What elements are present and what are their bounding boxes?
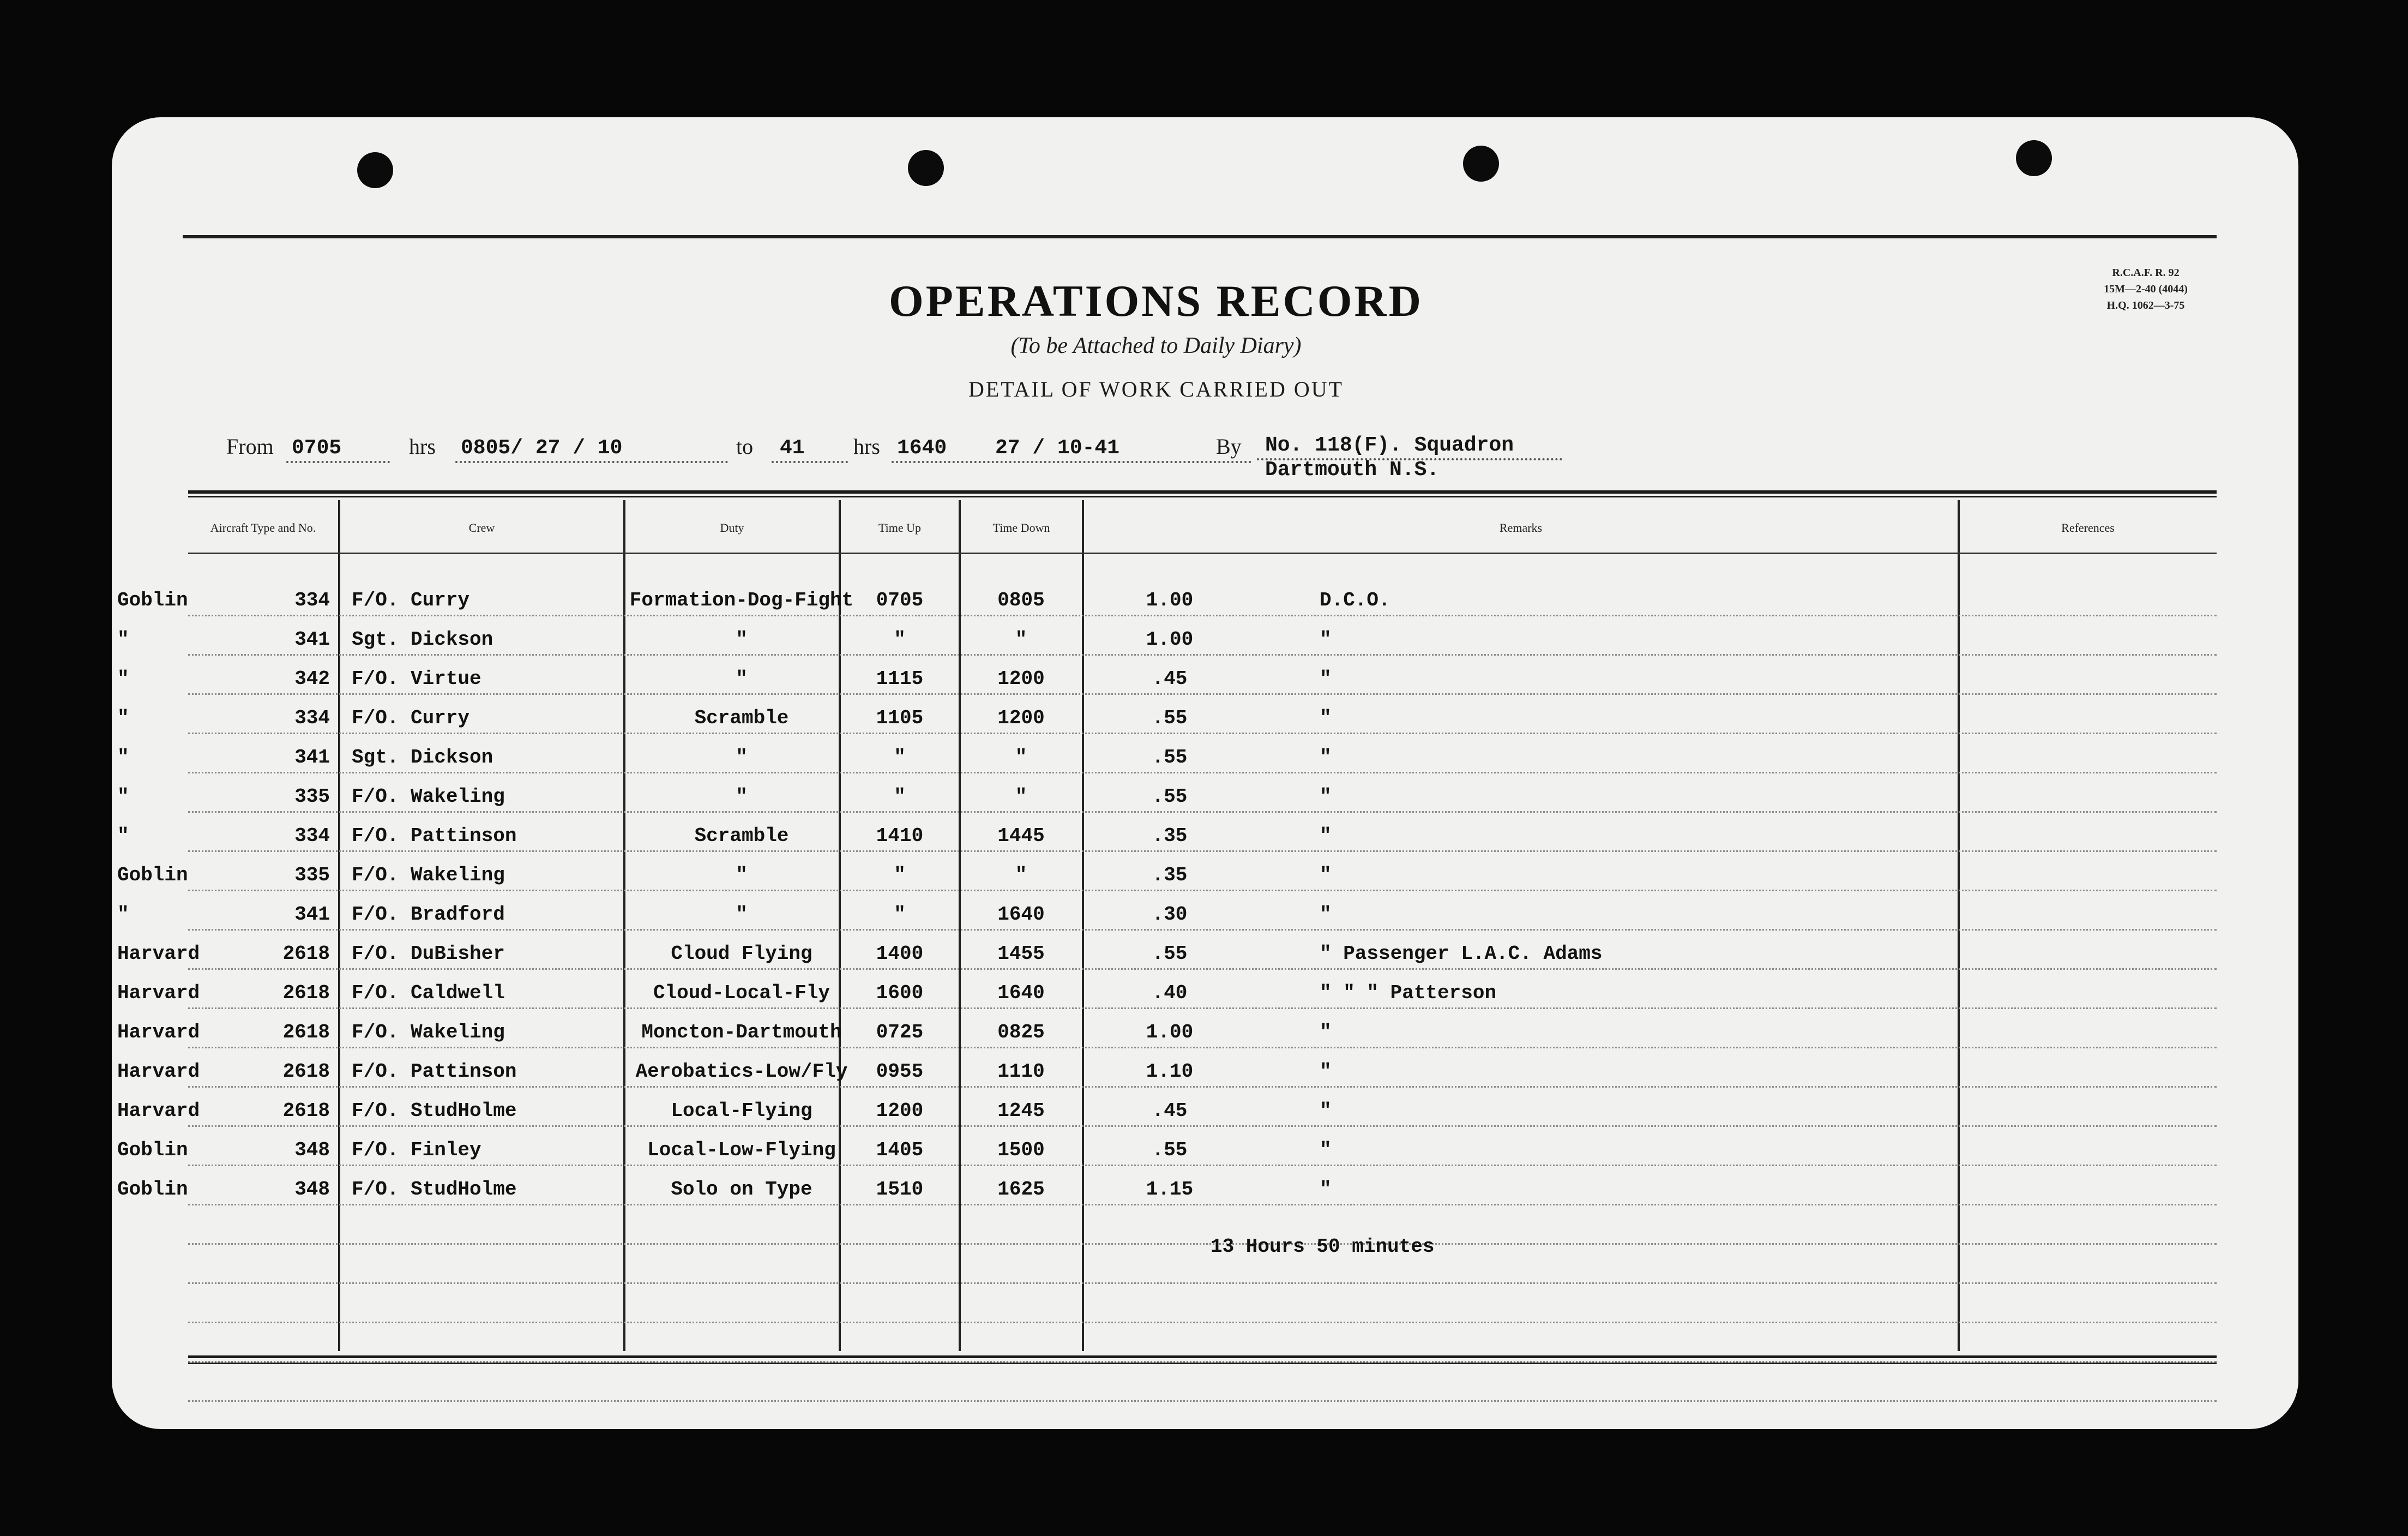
cell-crew: F/O. Bradford — [352, 903, 505, 926]
cell-type: Harvard — [117, 1060, 200, 1083]
cell-down: 1640 — [997, 982, 1045, 1004]
cell-crew: F/O. StudHolme — [352, 1100, 517, 1122]
col-time-up: Time Up — [878, 521, 922, 535]
cell-hours: .55 — [1152, 943, 1188, 965]
cell-remark: " — [1320, 864, 1332, 886]
cell-no: 341 — [294, 628, 330, 651]
ruled-line — [188, 1165, 2217, 1166]
top-rule — [183, 235, 2217, 238]
cell-no: 334 — [294, 707, 330, 729]
cell-type: Harvard — [117, 1100, 200, 1122]
from-date-value: 0805/ 27 / 10 — [461, 436, 623, 460]
ruled-line — [188, 654, 2217, 656]
detail-heading: DETAIL OF WORK CARRIED OUT — [968, 377, 1344, 401]
cell-no: 334 — [294, 825, 330, 847]
cell-type: Harvard — [117, 982, 200, 1004]
cell-duty: Scramble — [694, 825, 789, 847]
table-bottom-rule-2 — [188, 1363, 2217, 1364]
cell-no: 341 — [294, 746, 330, 769]
cell-remark: " — [1320, 746, 1332, 769]
cell-type: Goblin — [117, 1139, 188, 1161]
cell-remark: " — [1320, 707, 1332, 729]
cell-no: 2618 — [282, 1060, 330, 1083]
col-references: References — [2061, 521, 2115, 535]
cell-crew: F/O. StudHolme — [352, 1178, 517, 1201]
cell-up: " — [894, 628, 906, 651]
ruled-line — [188, 1047, 2217, 1048]
cell-down: 1245 — [997, 1100, 1045, 1122]
cell-up: 1400 — [876, 943, 924, 965]
cell-up: 1600 — [876, 982, 924, 1004]
col-divider — [623, 500, 625, 1351]
cell-type: " — [117, 785, 129, 808]
ruled-line — [188, 968, 2217, 970]
cell-hours: .55 — [1152, 707, 1188, 729]
from-hrs-value: 0705 — [292, 436, 342, 460]
page-title: OPERATIONS RECORD — [889, 276, 1423, 326]
cell-remark: " — [1320, 903, 1332, 926]
cell-down: 0825 — [997, 1021, 1045, 1043]
header-underline — [188, 553, 2217, 554]
ruled-line — [188, 1125, 2217, 1127]
col-divider — [1082, 500, 1084, 1351]
cell-hours: .45 — [1152, 1100, 1188, 1122]
cell-no: 335 — [294, 785, 330, 808]
cell-type: Goblin — [117, 589, 188, 611]
cell-type: " — [117, 903, 129, 926]
hrs-label-2: hrs — [853, 434, 880, 459]
cell-remark: " — [1320, 1100, 1332, 1122]
cell-down: 1200 — [997, 668, 1045, 690]
cell-crew: F/O. Wakeling — [352, 785, 505, 808]
col-crew: Crew — [468, 521, 495, 535]
to-date-value: 27 / 10-41 — [995, 436, 1120, 460]
cell-no: 348 — [294, 1178, 330, 1201]
cell-remark: " " " Patterson — [1320, 982, 1497, 1004]
cell-remark: " — [1320, 785, 1332, 808]
cell-remark: " — [1320, 628, 1332, 651]
cell-up: 1115 — [876, 668, 924, 690]
cell-type: " — [117, 707, 129, 729]
col-duty: Duty — [720, 521, 744, 535]
record-sheet — [112, 117, 2298, 1429]
cell-up: 0725 — [876, 1021, 924, 1043]
cell-hours: .55 — [1152, 785, 1188, 808]
cell-hours: .35 — [1152, 825, 1188, 847]
cell-up: 0705 — [876, 589, 924, 611]
cell-crew: F/O. Virtue — [352, 668, 481, 690]
punch-hole — [908, 150, 944, 186]
cell-crew: F/O. Wakeling — [352, 1021, 505, 1043]
col-divider — [1958, 500, 1960, 1351]
col-divider — [338, 500, 340, 1351]
cell-crew: F/O. Pattinson — [352, 825, 517, 847]
page-subtitle: (To be Attached to Daily Diary) — [1010, 333, 1302, 358]
cell-type: " — [117, 825, 129, 847]
punch-hole — [2016, 140, 2052, 176]
cell-duty: " — [736, 628, 748, 651]
cell-remark: D.C.O. — [1320, 589, 1390, 611]
cell-duty: " — [736, 746, 748, 769]
col-time-down: Time Down — [992, 521, 1050, 535]
cell-type: " — [117, 628, 129, 651]
cell-type: Goblin — [117, 1178, 188, 1201]
form-code-line: R.C.A.F. R. 92 — [2112, 267, 2180, 279]
by-location-value: Dartmouth N.S. — [1265, 458, 1440, 482]
cell-duty: Cloud-Local-Fly — [653, 982, 830, 1004]
cell-remark: " Passenger L.A.C. Adams — [1320, 943, 1603, 965]
cell-no: 334 — [294, 589, 330, 611]
punch-hole — [357, 152, 393, 188]
cell-up: " — [894, 785, 906, 808]
cell-remark: " — [1320, 668, 1332, 690]
cell-no: 342 — [294, 668, 330, 690]
cell-down: " — [1015, 628, 1027, 651]
cell-down: 1200 — [997, 707, 1045, 729]
col-remarks: Remarks — [1499, 521, 1543, 535]
ruled-line — [188, 929, 2217, 931]
table-top-rule — [188, 490, 2217, 494]
total-hours: 13 Hours 50 minutes — [1211, 1235, 1435, 1258]
cell-down: 1640 — [997, 903, 1045, 926]
cell-duty: Local-Flying — [671, 1100, 812, 1122]
cell-duty: " — [736, 785, 748, 808]
by-label: By — [1216, 434, 1242, 459]
cell-no: 2618 — [282, 1021, 330, 1043]
cell-no: 335 — [294, 864, 330, 886]
ruled-line — [188, 733, 2217, 734]
form-code-line: H.Q. 1062—3-75 — [2106, 299, 2185, 311]
cell-hours: .55 — [1152, 1139, 1188, 1161]
ruled-line — [188, 693, 2217, 695]
cell-duty: " — [736, 864, 748, 886]
ruled-line — [188, 1282, 2217, 1284]
cell-hours: .40 — [1152, 982, 1188, 1004]
col-aircraft: Aircraft Type and No. — [210, 521, 316, 535]
hrs-label: hrs — [409, 434, 436, 459]
cell-crew: Sgt. Dickson — [352, 628, 493, 651]
ruled-line — [188, 1243, 2217, 1245]
cell-duty: Scramble — [694, 707, 789, 729]
cell-hours: 1.00 — [1146, 1021, 1194, 1043]
ruled-line — [188, 1086, 2217, 1088]
table-bottom-rule — [188, 1355, 2217, 1358]
cell-down: 1625 — [997, 1178, 1045, 1201]
cell-down: 1455 — [997, 943, 1045, 965]
cell-hours: .30 — [1152, 903, 1188, 926]
ruled-line — [188, 811, 2217, 813]
col-divider — [839, 500, 841, 1351]
from-label: From — [226, 434, 274, 459]
cell-crew: F/O. Caldwell — [352, 982, 505, 1004]
cell-down: " — [1015, 785, 1027, 808]
ruled-line — [188, 1361, 2217, 1363]
cell-duty: Cloud Flying — [671, 943, 812, 965]
cell-up: 0955 — [876, 1060, 924, 1083]
cell-crew: Sgt. Dickson — [352, 746, 493, 769]
ruled-line — [188, 850, 2217, 852]
cell-remark: " — [1320, 1021, 1332, 1043]
to-hrs-value: 1640 — [897, 436, 947, 460]
cell-down: " — [1015, 746, 1027, 769]
cell-duty: Solo on Type — [671, 1178, 812, 1201]
cell-up: " — [894, 864, 906, 886]
cell-up: 1105 — [876, 707, 924, 729]
cell-duty: Aerobatics-Low/Fly — [635, 1060, 848, 1083]
cell-remark: " — [1320, 1060, 1332, 1083]
col-divider — [959, 500, 961, 1351]
cell-up: 1405 — [876, 1139, 924, 1161]
cell-type: Harvard — [117, 943, 200, 965]
cell-type: " — [117, 746, 129, 769]
cell-crew: F/O. Pattinson — [352, 1060, 517, 1083]
ruled-line — [188, 890, 2217, 891]
cell-down: 0805 — [997, 589, 1045, 611]
cell-type: Harvard — [117, 1021, 200, 1043]
cell-crew: F/O. DuBisher — [352, 943, 505, 965]
form-code-line: 15M—2-40 (4044) — [2104, 283, 2188, 295]
cell-up: 1200 — [876, 1100, 924, 1122]
cell-down: 1500 — [997, 1139, 1045, 1161]
cell-down: 1110 — [997, 1060, 1045, 1083]
cell-hours: 1.00 — [1146, 628, 1194, 651]
cell-remark: " — [1320, 1178, 1332, 1201]
ruled-line — [188, 1322, 2217, 1323]
cell-remark: " — [1320, 1139, 1332, 1161]
ruled-line — [188, 1204, 2217, 1205]
ruled-line — [188, 1400, 2217, 1402]
cell-up: " — [894, 746, 906, 769]
by-unit-value: No. 118(F). Squadron — [1265, 434, 1514, 457]
cell-hours: .45 — [1152, 668, 1188, 690]
cell-hours: 1.10 — [1146, 1060, 1194, 1083]
cell-duty: " — [736, 668, 748, 690]
cell-crew: F/O. Curry — [352, 589, 470, 611]
cell-duty: Formation-Dog-Fight — [629, 589, 854, 611]
cell-remark: " — [1320, 825, 1332, 847]
cell-type: Goblin — [117, 864, 188, 886]
ruled-line — [188, 615, 2217, 616]
cell-hours: .35 — [1152, 864, 1188, 886]
cell-up: " — [894, 903, 906, 926]
cell-down: " — [1015, 864, 1027, 886]
cell-no: 2618 — [282, 943, 330, 965]
cell-hours: 1.00 — [1146, 589, 1194, 611]
cell-crew: F/O. Wakeling — [352, 864, 505, 886]
to-year-value: 41 — [780, 436, 805, 460]
punch-hole — [1463, 146, 1499, 182]
cell-no: 341 — [294, 903, 330, 926]
cell-hours: 1.15 — [1146, 1178, 1194, 1201]
cell-type: " — [117, 668, 129, 690]
cell-no: 348 — [294, 1139, 330, 1161]
cell-no: 2618 — [282, 982, 330, 1004]
cell-duty: Local-Low-Flying — [647, 1139, 836, 1161]
cell-crew: F/O. Curry — [352, 707, 470, 729]
cell-down: 1445 — [997, 825, 1045, 847]
cell-no: 2618 — [282, 1100, 330, 1122]
cell-crew: F/O. Finley — [352, 1139, 481, 1161]
cell-up: 1510 — [876, 1178, 924, 1201]
cell-duty: Moncton-Dartmouth — [641, 1021, 842, 1043]
cell-hours: .55 — [1152, 746, 1188, 769]
cell-duty: " — [736, 903, 748, 926]
to-label: to — [736, 434, 754, 459]
cell-up: 1410 — [876, 825, 924, 847]
ruled-line — [188, 772, 2217, 773]
table-top-rule-2 — [188, 496, 2217, 497]
ruled-line — [188, 1007, 2217, 1009]
